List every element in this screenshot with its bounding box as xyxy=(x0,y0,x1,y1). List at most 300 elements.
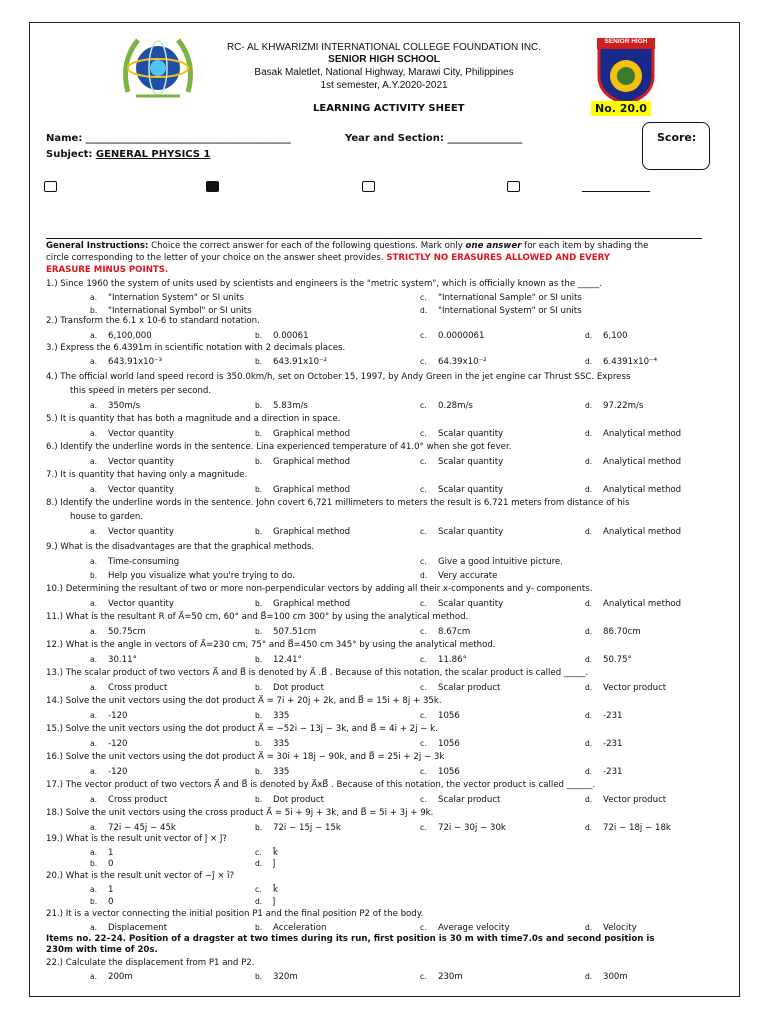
option-letter: a. xyxy=(90,627,97,636)
question-8-cont: house to garden. xyxy=(70,512,144,522)
option-text: 6.4391x10⁻⁴ xyxy=(603,357,658,367)
option-letter: d. xyxy=(585,711,593,720)
option-7-d[interactable] xyxy=(585,484,681,496)
option-17-c[interactable] xyxy=(420,794,500,806)
option-letter: c. xyxy=(255,885,262,894)
option-letter: d. xyxy=(420,306,428,315)
option-22-a[interactable] xyxy=(90,971,133,983)
option-18-b[interactable] xyxy=(255,822,341,834)
option-text: 72i − 15j − 15k xyxy=(273,823,341,833)
option-21-d[interactable] xyxy=(585,922,637,934)
option-text: 72i − 45j − 45k xyxy=(108,823,176,833)
option-2-a[interactable] xyxy=(90,330,152,342)
seal-text: SENIOR HIGH xyxy=(604,38,648,45)
instructions-line-1: General Instructions: Choice the correct answer for each of the following questions. Mark only one answer for each item by shading the xyxy=(46,241,649,251)
option-14-a[interactable] xyxy=(90,710,128,722)
option-text: Acceleration xyxy=(273,923,327,933)
option-text: Give a good intuitive picture. xyxy=(438,557,563,567)
option-17-a[interactable] xyxy=(90,794,167,806)
year-section-field[interactable]: Year and Section: _______________ xyxy=(345,133,523,144)
option-3-b[interactable] xyxy=(255,356,327,368)
option-15-d[interactable] xyxy=(585,738,623,750)
option-22-b[interactable] xyxy=(255,971,298,983)
option-text: "International Symbol" or SI units xyxy=(108,306,252,316)
option-text: 12.41° xyxy=(273,655,302,665)
option-letter: b. xyxy=(90,306,98,315)
option-letter: c. xyxy=(420,457,427,466)
option-text: Scalar quantity xyxy=(438,429,504,439)
option-letter: b. xyxy=(90,859,98,868)
option-letter: b. xyxy=(255,627,263,636)
option-18-c[interactable] xyxy=(420,822,506,834)
option-text: Graphical method xyxy=(273,457,351,467)
option-letter: d. xyxy=(585,627,593,636)
option-2-d[interactable] xyxy=(585,330,628,342)
option-text: Vector quantity xyxy=(108,527,174,537)
option-text: 97.22m/s xyxy=(603,401,644,411)
option-letter: c. xyxy=(420,823,427,832)
option-14-d[interactable] xyxy=(585,710,623,722)
option-text: Cross product xyxy=(108,795,168,805)
option-5-b[interactable] xyxy=(255,428,350,440)
option-21-b[interactable] xyxy=(255,922,326,934)
option-8-b[interactable] xyxy=(255,526,350,538)
option-letter: b. xyxy=(255,711,263,720)
option-20-a[interactable] xyxy=(90,884,113,896)
option-text: Dot product xyxy=(273,683,325,693)
checkbox-4[interactable] xyxy=(507,181,520,192)
option-text: Vector product xyxy=(603,683,667,693)
option-text: 72i − 18j − 18k xyxy=(603,823,671,833)
option-16-c[interactable] xyxy=(420,766,460,778)
option-19-d[interactable] xyxy=(255,858,275,870)
option-letter: a. xyxy=(90,429,97,438)
question-12: 12.) What is the angle in vectors of A⃗=230 cm, 75° and B⃗=450 cm 345° by using the analytical method. xyxy=(46,640,496,650)
option-letter: d. xyxy=(420,571,428,580)
option-text: Scalar quantity xyxy=(438,527,504,537)
option-text: 86.70cm xyxy=(603,627,641,637)
option-12-a[interactable] xyxy=(90,654,137,666)
option-text: 50.75cm xyxy=(108,627,146,637)
checkbox-1[interactable] xyxy=(44,181,57,192)
question-9: 9.) What is the disadvantages are that the graphical methods. xyxy=(46,542,315,552)
sheet-number: No. 20.0 xyxy=(591,101,651,116)
instructions-line-3: ERASURE MINUS POINTS. xyxy=(46,265,169,275)
option-text: Graphical method xyxy=(273,429,351,439)
subject-value: GENERAL PHYSICS 1 xyxy=(95,149,211,160)
school-name: SENIOR HIGH SCHOOL xyxy=(328,54,440,65)
option-letter: c. xyxy=(255,848,262,857)
option-letter: b. xyxy=(255,527,263,536)
option-text: 200m xyxy=(108,972,133,982)
option-letter: c. xyxy=(420,923,427,932)
option-14-b[interactable] xyxy=(255,710,289,722)
option-letter: d. xyxy=(585,739,593,748)
items-note-line-2: 230m with time of 20s. xyxy=(46,945,158,955)
option-20-c[interactable] xyxy=(255,884,278,896)
option-letter: c. xyxy=(420,331,427,340)
option-letter: d. xyxy=(585,767,593,776)
question-22: 22.) Calculate the displacement from P1 and P2. xyxy=(46,958,255,968)
option-letter: b. xyxy=(255,357,263,366)
option-15-a[interactable] xyxy=(90,738,128,750)
option-text: Analytical method xyxy=(603,485,682,495)
option-letter: a. xyxy=(90,795,97,804)
option-5-c[interactable] xyxy=(420,428,503,440)
option-text: 1 xyxy=(108,885,114,895)
option-20-b[interactable] xyxy=(90,896,113,908)
option-text: 30.11° xyxy=(108,655,137,665)
option-text: 335 xyxy=(273,767,290,777)
option-text: 507.51cm xyxy=(273,627,317,637)
option-letter: a. xyxy=(90,401,97,410)
option-letter: b. xyxy=(255,429,263,438)
semester: 1st semester, A.Y.2020-2021 xyxy=(320,80,448,91)
option-3-a[interactable] xyxy=(90,356,162,368)
page-border xyxy=(29,22,740,997)
option-12-d[interactable] xyxy=(585,654,632,666)
option-text: Scalar product xyxy=(438,683,501,693)
option-20-d[interactable] xyxy=(255,896,275,908)
question-16: 16.) Solve the unit vectors using the dot product A⃗ = 30i + 18j − 90k, and B⃗ = 25i + 2j − 3k xyxy=(46,752,445,762)
blank-line xyxy=(582,191,650,192)
option-text: Help you visualize what you're trying to do. xyxy=(108,571,295,581)
instructions-label: General Instructions: xyxy=(46,241,149,251)
option-1-d[interactable] xyxy=(420,305,582,317)
option-text: 6,100 xyxy=(603,331,628,341)
option-10-a[interactable] xyxy=(90,598,174,610)
option-21-a[interactable] xyxy=(90,922,167,934)
items-note-line-1: Items no. 22–24. Position of a dragster at two times during its run, first position is 30 m with time7.0s and second position is xyxy=(46,934,655,944)
option-1-c[interactable] xyxy=(420,292,582,304)
option-letter: d. xyxy=(585,331,593,340)
option-text: Very accurate xyxy=(438,571,498,581)
question-13: 13.) The scalar product of two vectors A⃗ and B⃗ is denoted by A⃗ .B⃗ . Because of this notation, the scalar product is called _____. xyxy=(46,668,589,678)
option-6-d[interactable] xyxy=(585,456,681,468)
option-letter: a. xyxy=(90,557,97,566)
option-letter: b. xyxy=(255,795,263,804)
option-letter: d. xyxy=(585,527,593,536)
option-letter: a. xyxy=(90,293,97,302)
option-10-c[interactable] xyxy=(420,598,503,610)
question-4-cont: this speed in meters per second. xyxy=(70,386,212,396)
option-8-c[interactable] xyxy=(420,526,503,538)
option-text: 11.86° xyxy=(438,655,467,665)
option-letter: c. xyxy=(420,767,427,776)
org-name: RC- AL KHWARIZMI INTERNATIONAL COLLEGE FOUNDATION INC. xyxy=(226,42,542,53)
option-text: ĵ xyxy=(273,897,276,907)
option-letter: c. xyxy=(420,972,427,981)
option-22-d[interactable] xyxy=(585,971,628,983)
option-1-a[interactable] xyxy=(90,292,244,304)
question-15: 15.) Solve the unit vectors using the dot product A⃗ = −52i − 13j − 3k, and B⃗ = 4i + 2j − k. xyxy=(46,724,438,734)
option-6-c[interactable] xyxy=(420,456,503,468)
option-text: "International Sample" or SI units xyxy=(438,293,582,303)
option-12-c[interactable] xyxy=(420,654,467,666)
option-letter: a. xyxy=(90,357,97,366)
option-letter: c. xyxy=(420,711,427,720)
question-18: 18.) Solve the unit vectors using the cross product A⃗ = 5i + 9j + 3k, and B⃗ = 5i + 3j + 9k. xyxy=(46,808,434,818)
option-letter: c. xyxy=(420,357,427,366)
option-text: 350m/s xyxy=(108,401,141,411)
divider xyxy=(46,238,702,239)
question-2: 2.) Transform the 6.1 x 10-6 to standard notation. xyxy=(46,316,260,326)
option-3-c[interactable] xyxy=(420,356,487,368)
option-letter: a. xyxy=(90,599,97,608)
option-letter: c. xyxy=(420,293,427,302)
option-letter: a. xyxy=(90,823,97,832)
option-letter: b. xyxy=(255,972,263,981)
option-text: Cross product xyxy=(108,683,168,693)
option-11-c[interactable] xyxy=(420,626,470,638)
option-text: Dot product xyxy=(273,795,325,805)
option-text: Vector quantity xyxy=(108,457,174,467)
question-6: 6.) Identify the underline words in the sentence. Lina experienced temperature of 41.0° when she got fever. xyxy=(46,442,512,452)
option-letter: b. xyxy=(255,485,263,494)
option-letter: d. xyxy=(585,972,593,981)
question-11: 11.) What is the resultant R of A⃗=50 cm, 60° and B⃗=100 cm 300° by using the analytical method. xyxy=(46,612,469,622)
subject-line xyxy=(46,149,210,160)
option-letter: c. xyxy=(420,627,427,636)
option-2-c[interactable] xyxy=(420,330,484,342)
option-letter: c. xyxy=(420,683,427,692)
option-15-c[interactable] xyxy=(420,738,460,750)
option-letter: a. xyxy=(90,767,97,776)
option-13-b[interactable] xyxy=(255,682,324,694)
option-letter: c. xyxy=(420,795,427,804)
option-letter: c. xyxy=(420,527,427,536)
option-10-b[interactable] xyxy=(255,598,350,610)
option-letter: d. xyxy=(585,401,593,410)
option-12-b[interactable] xyxy=(255,654,302,666)
option-11-d[interactable] xyxy=(585,626,641,638)
option-8-a[interactable] xyxy=(90,526,174,538)
question-8: 8.) Identify the underline words in the sentence. John covert 6,721 millimeters to meters the result is 6.721 meters from distance of his xyxy=(46,498,630,508)
option-letter: a. xyxy=(90,527,97,536)
checkbox-2[interactable] xyxy=(206,181,219,192)
option-text: k̂ xyxy=(273,848,278,858)
option-letter: a. xyxy=(90,972,97,981)
question-20: 20.) What is the result unit vector of −ĵ × î? xyxy=(46,871,235,881)
option-letter: a. xyxy=(90,711,97,720)
option-text: Analytical method xyxy=(603,599,682,609)
option-6-a[interactable] xyxy=(90,456,174,468)
option-letter: d. xyxy=(585,357,593,366)
option-4-c[interactable] xyxy=(420,400,473,412)
option-text: ĵ xyxy=(273,859,276,869)
option-letter: b. xyxy=(255,739,263,748)
option-letter: a. xyxy=(90,848,97,857)
option-4-d[interactable] xyxy=(585,400,643,412)
option-text: Scalar product xyxy=(438,795,501,805)
option-letter: c. xyxy=(420,739,427,748)
option-text: k̂ xyxy=(273,885,278,895)
option-text: 8.67cm xyxy=(438,627,471,637)
option-text: 6,100,000 xyxy=(108,331,152,341)
option-7-a[interactable] xyxy=(90,484,174,496)
option-16-d[interactable] xyxy=(585,766,623,778)
option-text: -231 xyxy=(603,739,623,749)
option-4-a[interactable] xyxy=(90,400,140,412)
option-letter: d. xyxy=(585,655,593,664)
option-text: Velocity xyxy=(603,923,637,933)
option-letter: a. xyxy=(90,885,97,894)
option-text: -120 xyxy=(108,711,128,721)
subject-label: Subject: xyxy=(46,149,93,160)
option-19-b[interactable] xyxy=(90,858,113,870)
option-9-d[interactable] xyxy=(420,570,497,582)
option-text: Vector quantity xyxy=(108,599,174,609)
option-letter: a. xyxy=(90,923,97,932)
option-text: 300m xyxy=(603,972,628,982)
option-letter: b. xyxy=(255,457,263,466)
option-text: Graphical method xyxy=(273,485,351,495)
option-text: "Internation System" or SI units xyxy=(108,293,244,303)
option-text: 0.00061 xyxy=(273,331,309,341)
option-letter: b. xyxy=(255,823,263,832)
option-text: -231 xyxy=(603,767,623,777)
option-13-c[interactable] xyxy=(420,682,500,694)
option-letter: b. xyxy=(255,923,263,932)
option-letter: b. xyxy=(255,767,263,776)
option-text: Scalar quantity xyxy=(438,457,504,467)
option-text: Graphical method xyxy=(273,599,351,609)
option-22-c[interactable] xyxy=(420,971,463,983)
option-letter: c. xyxy=(420,655,427,664)
option-17-d[interactable] xyxy=(585,794,666,806)
option-text: 0 xyxy=(108,897,114,907)
option-text: 64.39x10⁻² xyxy=(438,357,487,367)
option-text: 230m xyxy=(438,972,463,982)
option-text: Scalar quantity xyxy=(438,485,504,495)
score-label: Score: xyxy=(657,131,697,144)
option-text: 50.75° xyxy=(603,655,632,665)
option-text: 5.83m/s xyxy=(273,401,308,411)
option-13-a[interactable] xyxy=(90,682,167,694)
option-7-b[interactable] xyxy=(255,484,350,496)
question-4: 4.) The official world land speed record is 350.0km/h, set on October 15, 1997, by Andy Green in the jet engine car Thrust SSC. Express xyxy=(46,372,631,382)
option-17-b[interactable] xyxy=(255,794,324,806)
option-letter: a. xyxy=(90,739,97,748)
option-15-b[interactable] xyxy=(255,738,289,750)
option-text: 643.91x10⁻³ xyxy=(108,357,163,367)
option-letter: d. xyxy=(585,457,593,466)
option-4-b[interactable] xyxy=(255,400,308,412)
option-text: 335 xyxy=(273,739,290,749)
option-letter: d. xyxy=(255,897,263,906)
option-letter: a. xyxy=(90,457,97,466)
option-text: 0.0000061 xyxy=(438,331,485,341)
option-letter: a. xyxy=(90,683,97,692)
option-21-c[interactable] xyxy=(420,922,510,934)
checkbox-3[interactable] xyxy=(362,181,375,192)
option-text: Scalar quantity xyxy=(438,599,504,609)
option-text: -231 xyxy=(603,711,623,721)
option-letter: b. xyxy=(255,599,263,608)
option-text: 1056 xyxy=(438,711,460,721)
option-6-b[interactable] xyxy=(255,456,350,468)
question-21: 21.) It is a vector connecting the initial position P1 and the final position P2 of the body. xyxy=(46,909,424,919)
option-text: Analytical method xyxy=(603,527,682,537)
option-5-d[interactable] xyxy=(585,428,681,440)
option-text: Vector quantity xyxy=(108,429,174,439)
option-text: -120 xyxy=(108,739,128,749)
option-8-d[interactable] xyxy=(585,526,681,538)
option-letter: d. xyxy=(585,683,593,692)
option-letter: a. xyxy=(90,485,97,494)
question-7: 7.) It is quantity that having only a magnitude. xyxy=(46,470,248,480)
question-14: 14.) Solve the unit vectors using the dot product A⃗ = 7i + 20j + 2k, and B⃗ = 15i + 8j + 35k. xyxy=(46,696,442,706)
option-11-b[interactable] xyxy=(255,626,316,638)
option-18-d[interactable] xyxy=(585,822,671,834)
option-9-b[interactable] xyxy=(90,570,295,582)
option-text: 1056 xyxy=(438,767,460,777)
option-11-a[interactable] xyxy=(90,626,146,638)
question-1: 1.) Since 1960 the system of units used by scientists and engineers is the "metric system", which is officially known as the _____. xyxy=(46,279,603,289)
option-letter: d. xyxy=(585,923,593,932)
option-5-a[interactable] xyxy=(90,428,174,440)
option-9-a[interactable] xyxy=(90,556,179,568)
option-text: -120 xyxy=(108,767,128,777)
option-letter: b. xyxy=(255,683,263,692)
option-letter: d. xyxy=(585,485,593,494)
option-letter: b. xyxy=(90,571,98,580)
option-text: Analytical method xyxy=(603,429,682,439)
sheet-title: LEARNING ACTIVITY SHEET xyxy=(313,103,465,114)
option-text: Vector quantity xyxy=(108,485,174,495)
option-10-d[interactable] xyxy=(585,598,681,610)
option-text: Analytical method xyxy=(603,457,682,467)
option-text: 335 xyxy=(273,711,290,721)
name-field[interactable]: Name: _________________________________________ xyxy=(46,133,291,144)
option-letter: b. xyxy=(255,401,263,410)
option-text: 643.91x10⁻² xyxy=(273,357,328,367)
question-3: 3.) Express the 6.4391m in scientific notation with 2 decimals places. xyxy=(46,343,346,353)
option-text: Graphical method xyxy=(273,527,351,537)
option-text: 320m xyxy=(273,972,298,982)
question-19: 19.) What is the result unit vector of ĵ × ĵ? xyxy=(46,834,227,844)
option-text: Time-consuming xyxy=(108,557,180,567)
option-13-d[interactable] xyxy=(585,682,666,694)
option-2-b[interactable] xyxy=(255,330,309,342)
option-9-c[interactable] xyxy=(420,556,563,568)
option-text: 0.28m/s xyxy=(438,401,473,411)
option-letter: d. xyxy=(255,859,263,868)
option-letter: d. xyxy=(585,823,593,832)
option-letter: d. xyxy=(585,795,593,804)
question-5: 5.) It is quantity that has both a magnitude and a direction in space. xyxy=(46,414,341,424)
option-14-c[interactable] xyxy=(420,710,460,722)
option-16-b[interactable] xyxy=(255,766,289,778)
option-letter: d. xyxy=(585,429,593,438)
option-text: 72i − 30j − 30k xyxy=(438,823,506,833)
option-3-d[interactable] xyxy=(585,356,657,368)
option-text: 1 xyxy=(108,848,114,858)
option-letter: b. xyxy=(90,897,98,906)
instructions-line-2: circle corresponding to the letter of your choice on the answer sheet provides. STRICTLY NO ERASURES ALLOWED AND EVERY xyxy=(46,253,611,263)
option-16-a[interactable] xyxy=(90,766,128,778)
score-box[interactable] xyxy=(642,122,710,170)
option-18-a[interactable] xyxy=(90,822,176,834)
option-letter: c. xyxy=(420,429,427,438)
option-letter: c. xyxy=(420,485,427,494)
option-7-c[interactable] xyxy=(420,484,503,496)
question-17: 17.) The vector product of two vectors A⃗ and B⃗ is denoted by A⃗xB⃗ . Because of this notation, the vector product is called ______. xyxy=(46,780,596,790)
option-text: Vector product xyxy=(603,795,667,805)
option-letter: b. xyxy=(255,331,263,340)
option-text: 0 xyxy=(108,859,114,869)
option-text: "International System" or SI units xyxy=(438,306,582,316)
